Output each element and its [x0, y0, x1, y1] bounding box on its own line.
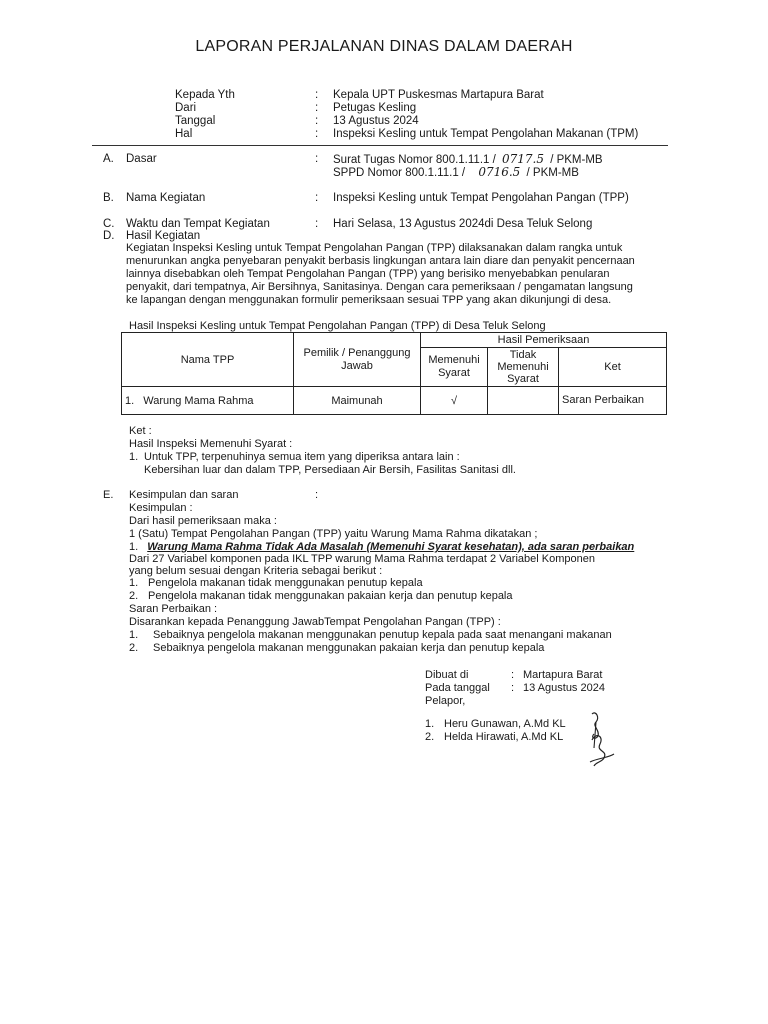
ket-title: Hasil Inspeksi Memenuhi Syarat :	[129, 438, 293, 450]
section-d-label: Hasil Kegiatan	[126, 230, 201, 242]
header-label-kepada: Kepada Yth	[175, 89, 235, 101]
section-e-sep: :	[315, 489, 319, 501]
surat-tugas-handwritten-number: 0717.5	[502, 152, 544, 166]
cell-tidak-memenuhi	[488, 387, 559, 415]
inspection-table	[121, 332, 667, 415]
saran-item: Sebaiknya pengelola makanan menggunakan pakaian kerja dan penutup kepala	[153, 642, 545, 654]
kesimpulan-line3: Dari 27 Variabel komponen pada IKL TPP warung Mama Rahma terdapat 2 Variabel Komponen	[129, 553, 595, 565]
section-b-sep: :	[315, 192, 319, 204]
th-pemilik: Pemilik / Penanggung Jawab	[294, 333, 421, 387]
sppd-prefix: SPPD Nomor 800.1.11.1 /	[333, 167, 466, 179]
signer-name: Helda Hirawati, A.Md KL	[444, 731, 564, 743]
table-row	[122, 387, 667, 415]
kriteria-item: Pengelola makanan tidak menggunakan pakaian kerja dan penutup kepala	[148, 590, 513, 602]
th-nama-tpp: Nama TPP	[122, 333, 294, 387]
kesimpulan-line4: yang belum sesuai dengan Kriteria sebagai berikut :	[129, 565, 383, 577]
header-sep: :	[315, 115, 319, 127]
surat-tugas-suffix: / PKM-MB	[550, 154, 603, 166]
tanggal-label: Pada tanggal	[425, 682, 490, 694]
page-title: LAPORAN PERJALANAN DINAS DALAM DAERAH	[195, 38, 573, 55]
ket-item-no: 1.	[129, 451, 139, 463]
section-b-label: Nama Kegiatan	[126, 192, 206, 204]
section-b-value: Inspeksi Kesling untuk Tempat Pengolahan Pangan (TPP)	[333, 192, 629, 204]
dibuat-label: Dibuat di	[425, 669, 469, 681]
header-sep: :	[315, 102, 319, 114]
signer-no: 2.	[425, 731, 435, 743]
paragraph-line: penyakit, dari tempatnya, Air Bersihnya, Sanitasinya. Dengan cara pemeriksaan / pengamatan langsung	[126, 281, 633, 293]
kriteria-no: 1.	[129, 577, 139, 589]
ket-label: Ket :	[129, 425, 152, 437]
header-value-dari: Petugas Kesling	[333, 102, 417, 114]
header-label-tanggal: Tanggal	[175, 115, 216, 127]
tanggal-value: 13 Agustus 2024	[523, 682, 605, 694]
section-e-letter: E.	[103, 489, 114, 501]
section-a-label: Dasar	[126, 153, 157, 165]
paragraph-line: Kegiatan Inspeksi Kesling untuk Tempat Pengolahan Pangan (TPP) dilaksanakan dalam rangka untuk	[126, 242, 623, 254]
cell-memenuhi: √	[421, 387, 488, 415]
signature-2-icon	[582, 722, 622, 772]
saran-item: Sebaiknya pengelola makanan menggunakan penutup kepala pada saat menangani makanan	[153, 629, 612, 641]
section-e-label: Kesimpulan dan saran	[129, 489, 239, 501]
th-tidak-memenuhi: Tidak Memenuhi Syarat	[488, 348, 559, 387]
tanggal-sep: :	[511, 682, 515, 694]
th-hasil-pemeriksaan: Hasil Pemeriksaan	[421, 333, 667, 348]
saran-no: 2.	[129, 642, 139, 654]
signer-no: 1.	[425, 718, 435, 730]
header-divider	[92, 145, 668, 146]
cell-nama	[122, 387, 294, 415]
header-value-hal: Inspeksi Kesling untuk Tempat Pengolahan Makanan (TPM)	[333, 128, 639, 140]
pelapor-label: Pelapor,	[425, 695, 466, 707]
kriteria-no: 2.	[129, 590, 139, 602]
kriteria-item: Pengelola makanan tidak menggunakan penutup kepala	[148, 577, 423, 589]
section-a-sep: :	[315, 153, 319, 165]
header-sep: :	[315, 128, 319, 140]
th-ket: Ket	[559, 348, 667, 387]
section-d-letter: D.	[103, 230, 115, 242]
sppd-line	[333, 165, 579, 180]
paragraph-line: menurunkan angka penyebaran penyakit berbasis lingkungan antara lain diare dan penyakit pencernaan	[126, 255, 635, 267]
surat-tugas-prefix: Surat Tugas Nomor 800.1.11.1 /	[333, 154, 496, 166]
header-value-tanggal: 13 Agustus 2024	[333, 115, 419, 127]
kesimpulan-line2: 1 (Satu) Tempat Pengolahan Pangan (TPP) yaitu Warung Mama Rahma dikatakan ;	[129, 528, 538, 540]
paragraph-line: lainnya disebabkan oleh Tempat Pengolahan Pangan (TPP) yang berisiko menyebabkan penularan	[126, 268, 610, 280]
sppd-suffix: / PKM-MB	[526, 167, 579, 179]
bold-no: 1.	[129, 541, 139, 553]
cell-nama-text: Warung Mama Rahma	[143, 394, 254, 407]
cell-pemilik: Maimunah	[294, 387, 421, 415]
table-caption: Hasil Inspeksi Kesling untuk Tempat Pengolahan Pangan (TPP) di Desa Teluk Selong	[129, 320, 546, 332]
dibuat-sep: :	[511, 669, 515, 681]
section-c-value: Hari Selasa, 13 Agustus 2024di Desa Teluk Selong	[333, 218, 593, 230]
ket-item-line1: Untuk TPP, terpenuhinya semua item yang diperiksa antara lain :	[144, 451, 460, 463]
kesimpulan-label: Kesimpulan :	[129, 502, 193, 514]
dibuat-value: Martapura Barat	[523, 669, 603, 681]
section-b-letter: B.	[103, 192, 114, 204]
ket-item-line2: Kebersihan luar dan dalam TPP, Persediaan Air Bersih, Fasilitas Sanitasi dll.	[144, 464, 516, 476]
section-a-letter: A.	[103, 153, 114, 165]
section-c-sep: :	[315, 218, 319, 230]
saran-no: 1.	[129, 629, 139, 641]
th-memenuhi: Memenuhi Syarat	[421, 348, 488, 387]
section-c-letter: C.	[103, 218, 115, 230]
section-c-label: Waktu dan Tempat Kegiatan	[126, 218, 270, 230]
bold-conclusion: Warung Mama Rahma Tidak Ada Masalah (Memenuhi Syarat kesehatan), ada saran perbaikan	[147, 541, 635, 553]
signer-name: Heru Gunawan, A.Md KL	[444, 718, 566, 730]
saran-intro: Disarankan kepada Penanggung JawabTempat Pengolahan Pangan (TPP) :	[129, 616, 501, 628]
saran-label: Saran Perbaikan :	[129, 603, 218, 615]
paragraph-line: ke lapangan dengan menggunakan formulir pemeriksaan sesuai TPP yang akan dikunjungi di desa.	[126, 294, 612, 306]
header-sep: :	[315, 89, 319, 101]
kesimpulan-line1: Dari hasil pemeriksaan maka :	[129, 515, 277, 527]
sppd-handwritten-number: 0716.5	[478, 165, 521, 179]
header-label-dari: Dari	[175, 102, 197, 114]
header-value-kepada: Kepala UPT Puskesmas Martapura Barat	[333, 89, 544, 101]
header-label-hal: Hal	[175, 128, 193, 140]
cell-no: 1.	[125, 394, 135, 407]
cell-ket: Saran Perbaikan	[559, 387, 667, 415]
